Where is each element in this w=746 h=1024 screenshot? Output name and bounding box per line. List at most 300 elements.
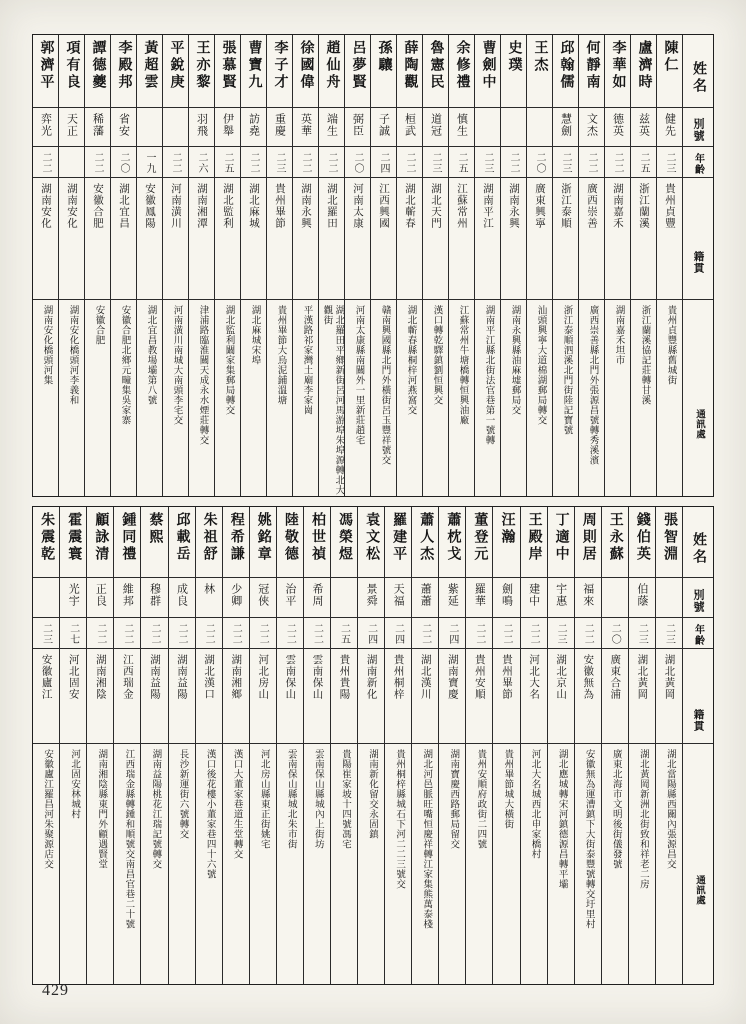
person-address-cell	[466, 744, 492, 984]
person-age-cell	[629, 618, 655, 649]
person-age: 二四	[365, 623, 377, 645]
person-column	[628, 507, 655, 984]
person-native-place-cell	[304, 649, 330, 744]
person-native-place-cell	[629, 649, 655, 744]
person-alias-cell	[114, 578, 140, 618]
person-column	[59, 507, 86, 984]
person-native-place: 雲南保山	[311, 654, 323, 700]
person-name: 黃超雲	[142, 40, 158, 91]
person-alias: 林	[202, 583, 215, 595]
person-address-cell	[33, 300, 58, 496]
person-address: 安徽無為運漕鎮下大街泰豐號轉交圩里村	[583, 749, 594, 929]
person-age: 二二	[248, 152, 259, 174]
row-label-name-cell	[683, 507, 713, 578]
person-alias-cell	[656, 578, 682, 618]
person-column	[136, 35, 162, 496]
person-native-place-cell	[111, 178, 136, 300]
person-age: 二四	[392, 623, 404, 645]
person-address: 湖南平江縣北街法官巷第一號轉	[483, 305, 494, 445]
person-alias: 弼臣	[351, 113, 364, 137]
person-name-cell	[250, 507, 276, 578]
person-column	[292, 35, 318, 496]
person-native-place-cell	[293, 178, 318, 300]
person-native-place: 江西興國	[378, 183, 389, 229]
person-native-place: 湖北漢川	[419, 654, 431, 700]
person-alias-cell	[521, 578, 547, 618]
person-age: 二二	[170, 152, 181, 174]
row-label-age: 年齡	[692, 623, 704, 646]
person-alias: 德英	[611, 113, 624, 137]
person-column	[656, 35, 682, 496]
person-column	[330, 507, 357, 984]
person-column	[411, 507, 438, 984]
person-alias: 弈光	[39, 113, 52, 137]
person-address: 廣西崇善縣北門外張源昌號轉秀溪濱	[587, 305, 598, 465]
person-name: 霍震寰	[66, 512, 82, 563]
person-alias: 文杰	[585, 113, 598, 137]
person-name: 孫驤	[376, 40, 392, 74]
person-age-cell	[575, 618, 601, 649]
person-native-place: 湖南永興	[300, 183, 311, 229]
person-address-cell	[196, 744, 222, 984]
person-name: 陳仁	[662, 40, 678, 74]
person-address-cell	[631, 300, 656, 496]
person-alias-cell	[439, 578, 465, 618]
person-alias-cell	[267, 108, 292, 147]
person-age-cell	[493, 618, 519, 649]
person-name-cell	[33, 507, 59, 578]
person-address: 貴州桐梓縣城石下河二二三號交	[394, 749, 405, 889]
person-address-cell	[553, 300, 578, 496]
person-name: 王亦黎	[194, 40, 210, 91]
person-address: 湖北監利闞家集郵局轉交	[223, 305, 234, 415]
person-column	[344, 35, 370, 496]
person-age: 二五	[456, 152, 467, 174]
person-age-cell	[475, 147, 500, 178]
person-age-cell	[33, 618, 59, 649]
person-alias-cell	[33, 578, 59, 618]
person-alias: 建中	[527, 583, 540, 607]
person-address: 湖北應城轉宋河鎮德源昌轉平壩	[556, 749, 567, 889]
row-label-native-place-cell	[683, 178, 713, 300]
person-alias: 羅華	[473, 583, 486, 607]
person-address: 雲南保山縣城內上街坊	[312, 749, 323, 849]
person-alias-cell	[304, 578, 330, 618]
person-name: 余修禮	[454, 40, 470, 91]
person-native-place: 廣西崇善	[586, 183, 597, 229]
person-age-cell	[169, 618, 195, 649]
person-age: 二二	[92, 152, 103, 174]
person-name: 王殿岸	[526, 512, 542, 563]
person-name-cell	[137, 35, 162, 108]
person-alias: 伯蔭	[635, 583, 648, 607]
person-native-place: 廣東合浦	[609, 654, 621, 700]
person-address-cell	[241, 300, 266, 496]
person-column	[574, 507, 601, 984]
person-age: 二二	[230, 623, 242, 645]
person-alias: 伊舉	[221, 113, 234, 137]
person-column	[520, 507, 547, 984]
person-address: 湖北當陽縣西關內張源昌交	[664, 749, 675, 869]
person-native-place-cell	[605, 178, 630, 300]
person-address: 河南太康縣南關外一里新莊趙宅	[353, 305, 364, 445]
person-native-place-cell	[548, 649, 574, 744]
person-address-cell	[319, 300, 344, 496]
row-labels-column	[682, 35, 713, 496]
person-alias: 天福	[392, 583, 405, 607]
person-alias-cell	[277, 578, 303, 618]
person-address: 貴陽崔家坡十四號馮宅	[339, 749, 350, 849]
person-address: 河北大名城西北申家橋村	[529, 749, 540, 859]
person-native-place-cell	[345, 178, 370, 300]
person-name: 袁文松	[364, 512, 380, 563]
person-column	[630, 35, 656, 496]
person-name: 李子才	[272, 40, 288, 91]
person-column	[547, 507, 574, 984]
person-address: 湖北麻城宋埠	[249, 305, 260, 365]
person-column	[162, 35, 188, 496]
person-address-cell	[493, 744, 519, 984]
person-native-place: 湖北京山	[555, 654, 567, 700]
person-native-place-cell	[358, 649, 384, 744]
person-column	[168, 507, 195, 984]
person-alias-cell	[548, 578, 574, 618]
person-address-cell	[331, 744, 357, 984]
person-address-cell	[33, 744, 59, 984]
person-name-cell	[223, 507, 249, 578]
person-address-cell	[605, 300, 630, 496]
row-label-name: 姓名	[691, 532, 706, 566]
person-alias-cell	[87, 578, 113, 618]
person-native-place-cell	[521, 649, 547, 744]
person-age-cell	[60, 618, 86, 649]
person-native-place: 貴州安順	[473, 654, 485, 700]
person-native-place: 貴州畢節	[274, 183, 285, 229]
person-native-place: 湖南永興	[508, 183, 519, 229]
person-name-cell	[385, 507, 411, 578]
person-age: 二二	[257, 623, 269, 645]
row-label-alias-cell	[683, 108, 713, 147]
person-alias-cell	[449, 108, 474, 147]
person-address-cell	[111, 300, 136, 496]
person-name-cell	[189, 35, 214, 108]
person-column	[318, 35, 344, 496]
person-age: 二三	[555, 623, 567, 645]
person-native-place-cell	[579, 178, 604, 300]
person-age: 二二	[500, 623, 512, 645]
person-address: 貴州貞豐縣舊城街	[665, 305, 676, 385]
person-age-cell	[412, 618, 438, 649]
person-column	[370, 35, 396, 496]
person-address: 安徽合肥北鄉元疃集吳家寨	[119, 305, 130, 425]
person-alias: 正良	[94, 583, 107, 607]
person-name: 薛陶觀	[402, 40, 418, 91]
person-alias-cell	[423, 108, 448, 147]
person-address-cell	[548, 744, 574, 984]
person-alias-cell	[493, 578, 519, 618]
person-alias: 成良	[175, 583, 188, 607]
person-native-place-cell	[449, 178, 474, 300]
person-name-cell	[631, 35, 656, 108]
person-column	[357, 507, 384, 984]
row-label-alias: 別號	[692, 118, 704, 142]
person-alias: 光宇	[67, 583, 80, 607]
person-age-cell	[553, 147, 578, 178]
person-age-cell	[345, 147, 370, 178]
person-age: 二三	[636, 623, 648, 645]
person-age-cell	[319, 147, 344, 178]
person-address-cell	[60, 744, 86, 984]
page-number: 429	[42, 982, 69, 999]
person-column	[33, 507, 59, 984]
person-alias-cell	[196, 578, 222, 618]
person-address-cell	[277, 744, 303, 984]
person-native-place: 湖南嘉禾	[612, 183, 623, 229]
person-age: 二二	[586, 152, 597, 174]
person-age: 二四	[446, 623, 458, 645]
person-age: 二二	[176, 623, 188, 645]
person-column	[33, 35, 58, 496]
person-age: 二三	[40, 623, 52, 645]
person-age: 二三	[560, 152, 571, 174]
person-age: 二〇	[609, 623, 621, 645]
person-alias-cell	[371, 108, 396, 147]
person-name-cell	[241, 35, 266, 108]
person-address-cell	[385, 744, 411, 984]
person-native-place-cell	[137, 178, 162, 300]
person-name: 王永蘇	[607, 512, 623, 563]
person-column	[396, 35, 422, 496]
person-alias-cell	[631, 108, 656, 147]
person-name-cell	[169, 507, 195, 578]
person-column	[58, 35, 84, 496]
person-alias-cell	[501, 108, 526, 147]
person-native-place-cell	[475, 178, 500, 300]
person-address-cell	[141, 744, 167, 984]
person-address-cell	[475, 300, 500, 496]
person-age: 二二	[612, 152, 623, 174]
person-name: 邱載岳	[174, 512, 190, 563]
person-alias: 健先	[663, 113, 676, 137]
person-age: 二七	[67, 623, 79, 645]
row-label-alias-cell	[683, 578, 713, 618]
person-age-cell	[141, 618, 167, 649]
person-age-cell	[215, 147, 240, 178]
person-native-place: 河北固安	[67, 654, 79, 700]
person-address: 安徽合肥	[93, 305, 104, 345]
person-column	[140, 507, 167, 984]
person-age-cell	[85, 147, 110, 178]
person-name-cell	[439, 507, 465, 578]
person-native-place-cell	[60, 649, 86, 744]
person-age-cell	[331, 618, 357, 649]
person-alias-cell	[241, 108, 266, 147]
person-alias: 蕭蕭	[419, 583, 432, 607]
person-name: 趙仙舟	[324, 40, 340, 91]
person-age-cell	[358, 618, 384, 649]
person-age-cell	[293, 147, 318, 178]
person-age: 二〇	[118, 152, 129, 174]
person-name: 譚德夔	[90, 40, 106, 91]
person-age: 二五	[222, 152, 233, 174]
person-address-cell	[501, 300, 526, 496]
person-age-cell	[605, 147, 630, 178]
person-column	[438, 507, 465, 984]
person-name-cell	[553, 35, 578, 108]
person-address: 漢口後花樓小董家巷四十六號	[204, 749, 215, 879]
person-address: 江蘇常州牛塘橋轉恒興油廠	[457, 305, 468, 425]
person-age: 二三	[482, 152, 493, 174]
person-native-place-cell	[423, 178, 448, 300]
row-label-native-place: 籍貫	[692, 251, 704, 274]
person-column	[266, 35, 292, 496]
person-name: 錢伯英	[634, 512, 650, 563]
person-address-cell	[656, 744, 682, 984]
person-native-place-cell	[501, 178, 526, 300]
person-alias-cell	[358, 578, 384, 618]
person-native-place: 河南太康	[352, 183, 363, 229]
person-name-cell	[60, 507, 86, 578]
person-alias-cell	[527, 108, 552, 147]
person-alias: 端生	[325, 113, 338, 137]
person-age-cell	[602, 618, 628, 649]
person-name-cell	[319, 35, 344, 108]
person-age: 二六	[196, 152, 207, 174]
person-column	[422, 35, 448, 496]
person-age: 二二	[311, 623, 323, 645]
person-alias: 天正	[65, 113, 78, 137]
person-address-cell	[87, 744, 113, 984]
person-column	[222, 507, 249, 984]
person-age: 二二	[40, 152, 51, 174]
person-name: 史璞	[506, 40, 522, 74]
person-name: 朱祖舒	[201, 512, 217, 563]
person-address: 湖南安化橋頭河集	[41, 305, 52, 385]
person-native-place-cell	[85, 178, 110, 300]
person-alias: 劍鳴	[500, 583, 513, 607]
person-column	[188, 35, 214, 496]
person-age-cell	[114, 618, 140, 649]
person-native-place: 安徽無為	[582, 654, 594, 700]
person-native-place-cell	[114, 649, 140, 744]
person-name-cell	[657, 35, 682, 108]
person-age: 二三	[430, 152, 441, 174]
person-alias-cell	[223, 578, 249, 618]
person-name-cell	[605, 35, 630, 108]
person-column	[249, 507, 276, 984]
person-name-cell	[629, 507, 655, 578]
person-alias: 英華	[299, 113, 312, 137]
person-address-cell	[163, 300, 188, 496]
person-address-cell	[449, 300, 474, 496]
person-native-place: 河北房山	[257, 654, 269, 700]
person-native-place-cell	[631, 178, 656, 300]
person-address: 河南潢川南城大南頭李宅交	[171, 305, 182, 425]
person-age-cell	[548, 618, 574, 649]
person-name-cell	[548, 507, 574, 578]
person-age-cell	[527, 147, 552, 178]
row-label-native-place-cell	[683, 649, 713, 744]
person-address-cell	[358, 744, 384, 984]
person-alias: 慧劍	[559, 113, 572, 137]
person-column	[110, 35, 136, 496]
person-name: 張慕賢	[220, 40, 236, 91]
person-native-place-cell	[196, 649, 222, 744]
person-native-place-cell	[527, 178, 552, 300]
person-native-place: 湖北天門	[430, 183, 441, 229]
person-native-place-cell	[657, 178, 682, 300]
person-name: 張智淵	[661, 512, 677, 563]
person-address-cell	[579, 300, 604, 496]
person-alias: 希周	[310, 583, 323, 607]
person-alias-cell	[629, 578, 655, 618]
person-age: 二五	[638, 152, 649, 174]
person-name-cell	[527, 35, 552, 108]
person-name-cell	[33, 35, 58, 108]
row-label-address-cell	[683, 300, 713, 496]
person-name-cell	[277, 507, 303, 578]
person-age: 二二	[404, 152, 415, 174]
person-address: 湖北宜昌教場壩第八號	[145, 305, 156, 405]
row-label-native-place: 籍貫	[692, 708, 704, 732]
person-address-cell	[371, 300, 396, 496]
person-alias-cell	[579, 108, 604, 147]
person-column	[526, 35, 552, 496]
person-name: 李華如	[610, 40, 626, 91]
person-age-cell	[657, 147, 682, 178]
person-name-cell	[87, 507, 113, 578]
person-alias-cell	[163, 108, 188, 147]
person-age: 二五	[338, 623, 350, 645]
person-native-place: 江蘇常州	[456, 183, 467, 229]
person-name: 姚銘章	[255, 512, 271, 563]
person-name: 呂夢賢	[350, 40, 366, 91]
person-alias: 道冠	[429, 113, 442, 137]
person-address-cell	[59, 300, 84, 496]
person-age: 一九	[144, 152, 155, 174]
person-name: 平銳庚	[168, 40, 184, 91]
row-label-address: 通訊處	[693, 409, 704, 439]
person-native-place: 湖北監利	[222, 183, 233, 229]
person-name-cell	[371, 35, 396, 108]
person-name: 顧詠清	[93, 512, 109, 563]
person-native-place-cell	[241, 178, 266, 300]
person-address: 貴州安順府政街二四號	[475, 749, 486, 849]
person-name: 程希謙	[228, 512, 244, 563]
person-native-place: 湖南湘陰	[94, 654, 106, 700]
person-column	[195, 507, 222, 984]
person-age: 二二	[94, 623, 106, 645]
person-native-place: 浙江蘭溪	[638, 183, 649, 229]
person-address: 湖北蘄春縣桐梓河燕窩交	[405, 305, 416, 415]
person-name: 馮榮煜	[337, 512, 353, 563]
person-address-cell	[439, 744, 465, 984]
person-name: 邱翰儒	[558, 40, 574, 91]
person-alias-cell	[60, 578, 86, 618]
person-address: 湖南寶慶西路郵局留交	[448, 749, 459, 849]
person-address: 贛南興國縣北門外橫街呂玉豐祥號交	[379, 305, 390, 465]
person-alias-cell	[412, 578, 438, 618]
person-column	[601, 507, 628, 984]
person-name-cell	[449, 35, 474, 108]
person-name: 王杰	[532, 40, 548, 74]
person-name: 朱震乾	[39, 512, 55, 563]
person-address: 貴州畢節城大橫街	[502, 749, 513, 829]
person-native-place-cell	[656, 649, 682, 744]
person-age: 二二	[473, 623, 485, 645]
person-native-place-cell	[466, 649, 492, 744]
person-name-cell	[501, 35, 526, 108]
